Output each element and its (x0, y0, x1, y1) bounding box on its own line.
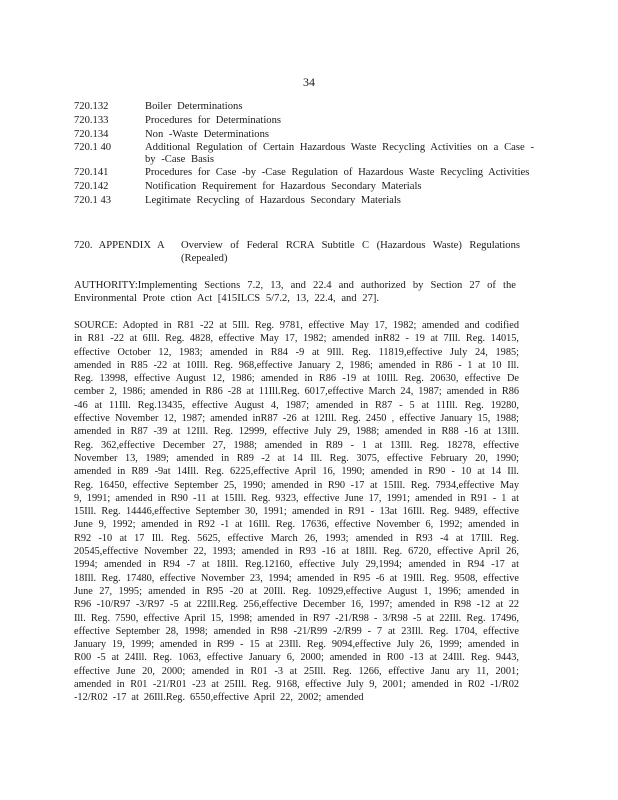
section-title: Legitimate Recycling of Hazardous Secondary Materials (145, 194, 401, 206)
page-number: 34 (303, 75, 315, 89)
section-number: 720.1 43 (74, 194, 112, 206)
source-paragraph: SOURCE: Adopted in R81 -22 at 5Ill. Reg. 9781, effective May 17, 1982; amended and codified in R81 -22 at 6Ill. Reg. 4828, effective May 17, 1982; amended inR82 - 19 at 7Ill. Reg. 14015, effective October 12, 1983; amended in R84 -9 at 9Ill. Reg. 11819,effective July 24, 1985; amended in R85 -22 at 10Ill. Reg. 968,effective January 2, 1986; amended in R86 - 1 at 10 Ill. Reg. 13998, effective August 12, 1986; amended in R86 -19 at 10Ill. Reg. 20630, effective De cember 2, 1986; amended in R86 -28 at 11Ill.Reg. 6017,effective March 24, 1987; amended in R86 -46 at 11Ill. Reg.13435, effective August 4, 1987; amended in R87 - 5 at 11Ill. Reg. 19280, effective November 12, 1987; amended inR87 -26 at 12Ill. Reg. 2450 , effective January 15, 1988; amended in R87 -39 at 12Ill. Reg. 12999, effective July 29, 1988; amended in R88 -16 at 13Ill. Reg. 362,effective December 27, 1988; amended in R89 - 1 at 13Ill. Reg. 18278, effective November 13, 1989; amended in R89 -2 at 14 Ill. Reg. 3075, effective February 20, 1990; amended in R89 -9at 14Ill. Reg. 6225,effective April 16, 1990; amended in R90 - 10 at 14 Ill. Reg. 16450, effective September 25, 1990; amended in R90 -17 at 15Ill. Reg. 7934,effective May 9, 1991; amended in R90 -11 at 15Ill. Reg. 9323, effective June 17, 1991; amended in R91 - 1 at 15Ill. Reg. 14446,effective September 30, 1991; amended in R91 - 13at 16Ill. Reg. 9489, effective June 9, 1992; amended in R92 -1 at 16Ill. Reg. 17636, effective November 6, 1992; amended in R92 -10 at 17 Ill. Reg. 5625, effective March 26, 1993; amended in R93 -4 at 17Ill. Reg. 20545,effective November 22, 1993; amended in R93 -16 at 18Ill. Reg. 6720, effective April 26, 1994; amended in R94 -7 at 18Ill. Reg.12160, effective July 29,1994; amended in R94 -17 at 18Ill. Reg. 17480, effective November 23, 1994; amended in R95 -6 at 19Ill. Reg. 9508, effective June 27, 1995; amended in R95 -20 at 20Ill. Reg. 10929,effective August 1, 1996; amended in R96 -10/R97 -3/R97 -5 at 22Ill.Reg. 256,effective December 16, 1997; amended in R98 -12 at 22 Ill. Reg. 7590, effective April 15, 1998; amended in R97 -21/R98 - 3/R98 -5 at 22Ill. Reg. 17496, effective September 28, 1998; amended in R98 -21/R99 -2/R99 - 7 at 23Ill. Reg. 1704, effective January 19, 1999; amended in R99 - 15 at 23Ill. Reg. 9094,effective July 26, 1999; amended in R00 -5 at 24Ill. Reg. 1063, effective January 6, 2000; amended in R00 -13 at 24Ill. Reg. 9443, effective June 20, 2000; amended in R01 -3 at 25Ill. Reg. 1266, effective Janu ary 11, 2001; amended in R01 -21/R01 -23 at 25Ill. Reg. 9168, effective July 9, 2001; amended in R02 -1/R02 -12/R02 -17 at 26Ill.Reg. 6550,effective April 22, 2002; amended (74, 320, 519, 704)
section-entry (74, 195, 534, 206)
section-list (74, 101, 534, 209)
section-entry (74, 142, 534, 164)
section-title: Non -Waste Determinations (145, 128, 269, 140)
section-title: Procedures for Determinations (145, 114, 282, 126)
section-entry (74, 181, 534, 192)
section-number: 720.133 (74, 114, 109, 126)
section-entry (74, 129, 534, 140)
section-number: 720.132 (74, 101, 109, 112)
section-number: 720.142 (74, 181, 109, 193)
section-entry (74, 167, 534, 178)
section-title: Additional Regulation of Certain Hazardous Waste Recycling Activities on a Case -by -Case Basis (145, 142, 534, 165)
authority-paragraph: AUTHORITY:Implementing Sections 7.2, 13, and 22.4 and authorized by Section 27 of the Environmental Prote ction Act [415ILCS 5/7.2, 13, 22.4, and 27]. (74, 280, 516, 305)
appendix-entry (74, 239, 520, 265)
section-number: 720.141 (74, 167, 109, 179)
section-number: 720.1 40 (74, 142, 112, 154)
section-entry (74, 115, 534, 126)
appendix-number: 720. APPENDIX A (74, 240, 165, 251)
appendix-title: Overview of Federal RCRA Subtitle C (Hazardous Waste) Regulations (Repealed) (181, 240, 520, 264)
section-title: Procedures for Case -by -Case Regulation of Hazardous Waste Recycling Activities (145, 167, 530, 179)
section-entry (74, 101, 534, 112)
section-title: Notification Requirement for Hazardous Secondary Materials (145, 181, 422, 193)
section-number: 720.134 (74, 128, 109, 140)
section-title: Boiler Determinations (145, 101, 243, 112)
